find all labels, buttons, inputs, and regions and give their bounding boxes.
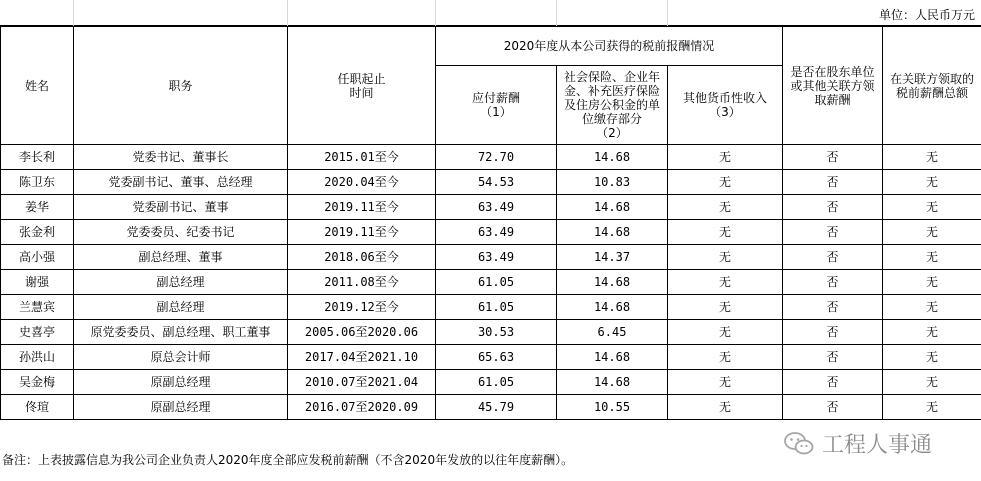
cell-other: 无 [668, 320, 783, 345]
cell-name: 谢强 [1, 270, 74, 295]
cell-tenure: 2011.08至今 [288, 270, 436, 295]
cell-social: 14.68 [557, 370, 668, 395]
cell-payable: 61.05 [436, 270, 557, 295]
cell-other: 无 [668, 270, 783, 295]
table-row [1, 345, 981, 370]
header-position: 职务 [74, 27, 288, 145]
header-other: 其他货币性收入 （3） [668, 66, 783, 145]
cell-tenure: 2015.01至今 [288, 145, 436, 170]
cell-position: 原副总经理 [74, 395, 288, 420]
cell-payable: 45.79 [436, 395, 557, 420]
cell-tenure: 2020.04至今 [288, 170, 436, 195]
unit-row [0, 0, 981, 26]
cell-shareholder: 否 [783, 320, 883, 345]
header-name: 姓名 [1, 27, 74, 145]
cell-position: 副总经理 [74, 295, 288, 320]
cell-shareholder: 否 [783, 220, 883, 245]
cell-shareholder: 否 [783, 395, 883, 420]
cell-related: 无 [883, 395, 981, 420]
cell-payable: 63.49 [436, 220, 557, 245]
cell-position: 党委委员、纪委书记 [74, 220, 288, 245]
cell-related: 无 [883, 295, 981, 320]
cell-social: 14.68 [557, 270, 668, 295]
wechat-icon [784, 431, 814, 457]
table-row [1, 245, 981, 270]
cell-name: 吴金梅 [1, 370, 74, 395]
cell-position: 原总会计师 [74, 345, 288, 370]
table-row [1, 295, 981, 320]
cell-related: 无 [883, 245, 981, 270]
cell-position: 党委副书记、董事 [74, 195, 288, 220]
cell-social: 6.45 [557, 320, 668, 345]
grid-line [287, 0, 288, 26]
cell-payable: 61.05 [436, 370, 557, 395]
cell-name: 张金利 [1, 220, 74, 245]
header-row-1 [1, 27, 981, 66]
cell-social: 10.83 [557, 170, 668, 195]
cell-other: 无 [668, 345, 783, 370]
table-row [1, 170, 981, 195]
cell-social: 14.68 [557, 195, 668, 220]
cell-position: 原党委委员、副总经理、职工董事 [74, 320, 288, 345]
cell-name: 高小强 [1, 245, 74, 270]
cell-shareholder: 否 [783, 295, 883, 320]
cell-related: 无 [883, 345, 981, 370]
cell-other: 无 [668, 145, 783, 170]
cell-shareholder: 否 [783, 270, 883, 295]
watermark-text: 工程人事通 [822, 433, 933, 458]
cell-related: 无 [883, 145, 981, 170]
cell-name: 李长利 [1, 145, 74, 170]
watermark [784, 428, 932, 459]
salary-table [0, 26, 981, 420]
cell-social: 14.68 [557, 345, 668, 370]
table-row [1, 270, 981, 295]
cell-social: 14.68 [557, 220, 668, 245]
cell-payable: 61.05 [436, 295, 557, 320]
cell-related: 无 [883, 320, 981, 345]
cell-other: 无 [668, 195, 783, 220]
cell-position: 党委副书记、董事、总经理 [74, 170, 288, 195]
table-row [1, 145, 981, 170]
cell-tenure: 2019.11至今 [288, 220, 436, 245]
cell-name: 史喜亭 [1, 320, 74, 345]
cell-payable: 63.49 [436, 245, 557, 270]
cell-tenure: 2018.06至今 [288, 245, 436, 270]
grid-line [73, 0, 74, 26]
header-related: 在关联方领取的 税前薪酬总额 [883, 27, 981, 145]
table-row [1, 370, 981, 395]
cell-other: 无 [668, 295, 783, 320]
cell-tenure: 2019.11至今 [288, 195, 436, 220]
cell-related: 无 [883, 270, 981, 295]
cell-social: 10.55 [557, 395, 668, 420]
cell-position: 党委书记、董事长 [74, 145, 288, 170]
cell-position: 副总经理、董事 [74, 245, 288, 270]
header-tenure: 任职起止 时间 [288, 27, 436, 145]
cell-position: 副总经理 [74, 270, 288, 295]
cell-tenure: 2017.04至2021.10 [288, 345, 436, 370]
header-social: 社会保险、企业年 金、补充医疗保险 及住房公积金的单 位缴存部分 （2） [557, 66, 668, 145]
header-payable: 应付薪酬 （1） [436, 66, 557, 145]
cell-other: 无 [668, 245, 783, 270]
cell-name: 佟瑄 [1, 395, 74, 420]
cell-other: 无 [668, 370, 783, 395]
table-row [1, 220, 981, 245]
cell-tenure: 2019.12至今 [288, 295, 436, 320]
grid-line [667, 0, 668, 26]
cell-shareholder: 否 [783, 245, 883, 270]
cell-tenure: 2010.07至2021.04 [288, 370, 436, 395]
cell-name: 兰慧宾 [1, 295, 74, 320]
cell-shareholder: 否 [783, 170, 883, 195]
footnote: 备注：上表披露信息为我公司企业负责人2020年度全部应发税前薪酬（不含2020年发放的以往年度薪酬）。 [2, 453, 574, 467]
cell-other: 无 [668, 170, 783, 195]
cell-name: 姜华 [1, 195, 74, 220]
cell-other: 无 [668, 220, 783, 245]
cell-payable: 54.53 [436, 170, 557, 195]
cell-shareholder: 否 [783, 370, 883, 395]
cell-related: 无 [883, 195, 981, 220]
header-shareholder: 是否在股东单位 或其他关联方领 取薪酬 [783, 27, 883, 145]
cell-related: 无 [883, 170, 981, 195]
cell-shareholder: 否 [783, 345, 883, 370]
header-group-pretax: 2020年度从本公司获得的税前报酬情况 [436, 27, 783, 66]
cell-tenure: 2016.07至2020.09 [288, 395, 436, 420]
cell-payable: 63.49 [436, 195, 557, 220]
grid-line [435, 0, 436, 26]
table-row [1, 320, 981, 345]
cell-related: 无 [883, 370, 981, 395]
cell-other: 无 [668, 395, 783, 420]
cell-position: 原副总经理 [74, 370, 288, 395]
cell-payable: 72.70 [436, 145, 557, 170]
cell-payable: 30.53 [436, 320, 557, 345]
cell-social: 14.68 [557, 145, 668, 170]
cell-name: 陈卫东 [1, 170, 74, 195]
table-row [1, 395, 981, 420]
unit-label: 单位：人民币万元 [878, 8, 975, 22]
cell-shareholder: 否 [783, 195, 883, 220]
cell-related: 无 [883, 220, 981, 245]
cell-shareholder: 否 [783, 145, 883, 170]
grid-line [556, 0, 557, 26]
cell-name: 孙洪山 [1, 345, 74, 370]
cell-social: 14.68 [557, 295, 668, 320]
cell-payable: 65.63 [436, 345, 557, 370]
cell-social: 14.37 [557, 245, 668, 270]
table-row [1, 195, 981, 220]
cell-tenure: 2005.06至2020.06 [288, 320, 436, 345]
